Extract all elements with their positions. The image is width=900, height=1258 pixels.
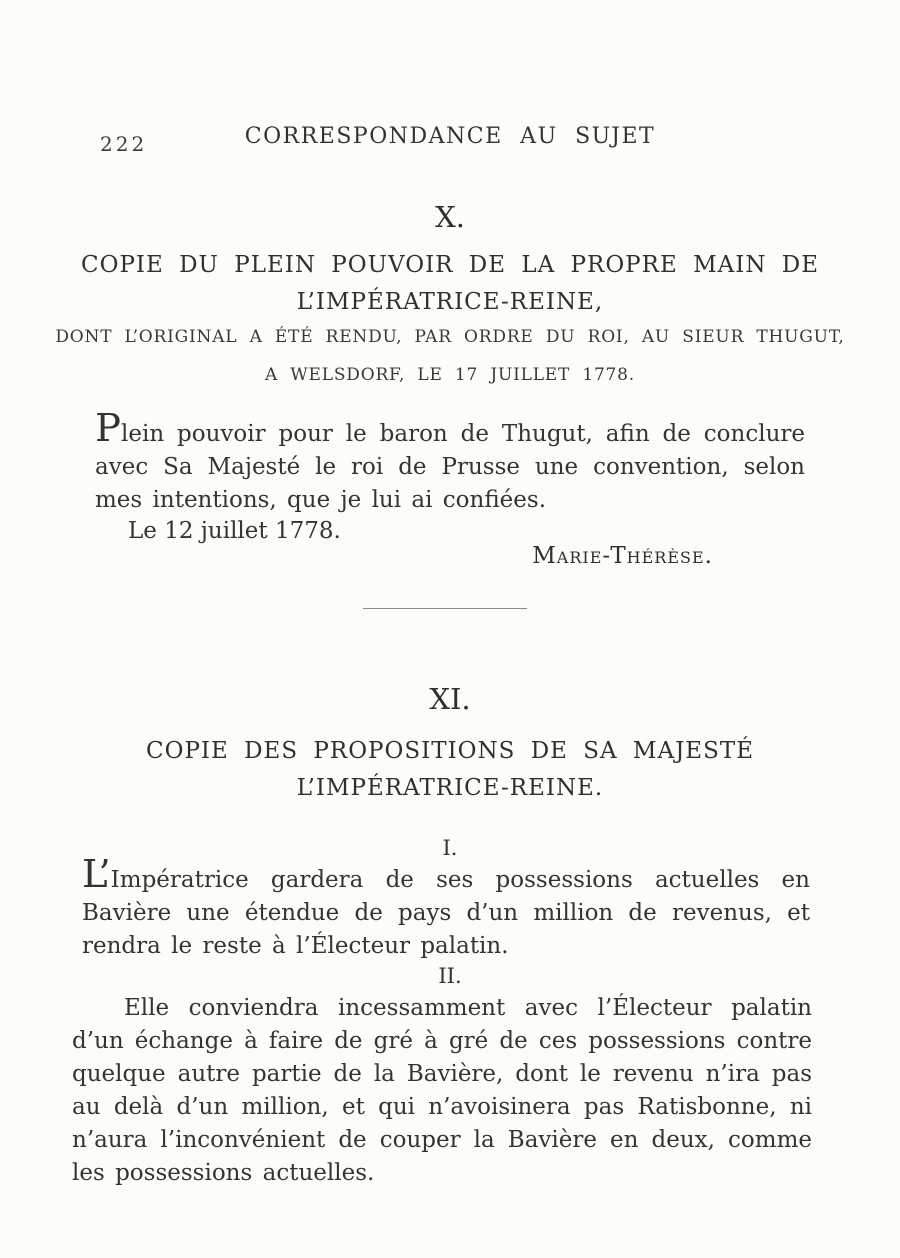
running-head	[0, 124, 900, 158]
section-x-date-line: Le 12 juillet 1778.	[128, 518, 341, 544]
article-i-paragraph: L’Impératrice gardera de ses possessions actuelles en Bavière une étendue de pays d’un million de revenus, et rendra le reste à l’Électeur palatin.	[82, 852, 810, 959]
section-x-body-paragraph: Plein pouvoir pour le baron de Thugut, afin de conclure avec Sa Majesté le roi de Prusse une convention, selon mes intentions, que je lui ai confiées.	[95, 406, 805, 513]
section-divider-rule	[363, 608, 527, 609]
running-header: CORRESPONDANCE AU SUJET	[244, 124, 656, 149]
section-xi-title-line-1: COPIE DES PROPOSITIONS DE SA MAJESTÉ	[146, 738, 754, 764]
section-x-signature: Marie-Thérèse.	[532, 543, 713, 569]
section-x-title-line-1: COPIE DU PLEIN POUVOIR DE LA PROPRE MAIN DE	[81, 252, 819, 278]
section-xi-title	[0, 733, 900, 807]
section-x-title	[0, 247, 900, 321]
section-x-number: X.	[435, 200, 465, 234]
section-xi-number: XI.	[429, 682, 471, 716]
section-x-title-line-2: L’IMPÉRATRICE-REINE,	[296, 289, 604, 315]
article-ii-number: II.	[438, 964, 462, 988]
article-ii-paragraph: Elle conviendra incessamment avec l’Électeur palatin d’un échange à faire de gré à gré de ces possessions contre quelque autre partie de la Bavière, dont le revenu n’ira pas au delà d’un million, et qui n’avoisinera pas Ratisbonne, ni n’aura l’inconvénient de couper la Bavière en deux, comme les possessions actuelles.	[72, 995, 812, 1186]
section-x-subtitle-line-2: A WELSDORF, LE 17 JUILLET 1778.	[264, 365, 635, 385]
section-xi-title-line-2: L’IMPÉRATRICE-REINE.	[296, 775, 604, 801]
page-number: 222	[100, 132, 148, 156]
article-i-number: I.	[442, 836, 458, 860]
section-x-subtitle-line-1: DONT L’ORIGINAL A ÉTÉ RENDU, PAR ORDRE DU ROI, AU SIEUR THUGUT,	[55, 327, 845, 347]
section-x-subtitle	[0, 318, 900, 394]
